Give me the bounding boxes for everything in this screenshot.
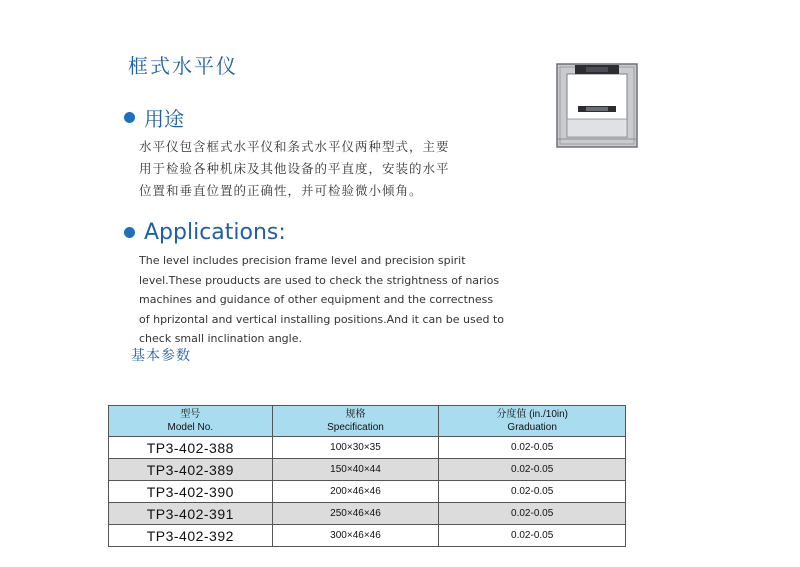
- usage-heading: [124, 103, 184, 132]
- params-heading: 基本参数: [131, 348, 191, 364]
- cell-model: TP3-402-391: [109, 503, 273, 525]
- page-title: 框式水平仪: [128, 54, 238, 78]
- cell-model: TP3-402-389: [109, 459, 273, 481]
- table-row: [109, 459, 626, 481]
- spec-table: [108, 405, 626, 547]
- table-row: [109, 525, 626, 547]
- cell-graduation: 0.02-0.05: [439, 525, 626, 547]
- cell-model: TP3-402-388: [109, 437, 273, 459]
- header-model-en: Model No.: [167, 422, 214, 433]
- applications-line: The level includes precision frame level and precision spirit: [139, 254, 466, 267]
- cell-spec: 150×40×44: [272, 459, 439, 481]
- cell-graduation: 0.02-0.05: [439, 459, 626, 481]
- header-graduation-cn: 分度值 (in./10in): [496, 409, 569, 420]
- header-spec-cn: 规格: [345, 409, 366, 420]
- table-header-row: [109, 406, 626, 437]
- applications-heading: [124, 220, 286, 245]
- cell-model: TP3-402-392: [109, 525, 273, 547]
- frame-level-image: [556, 63, 638, 148]
- usage-line: 用于检验各种机床及其他设备的平直度，安装的水平: [139, 161, 450, 176]
- bullet-dot-icon: [124, 112, 135, 123]
- table-row: [109, 437, 626, 459]
- applications-paragraph: [139, 251, 504, 349]
- applications-line: check small inclination angle.: [139, 332, 302, 345]
- usage-paragraph: [139, 136, 499, 202]
- cell-spec: 300×46×46: [272, 525, 439, 547]
- cell-graduation: 0.02-0.05: [439, 481, 626, 503]
- usage-line: 位置和垂直位置的正确性，并可检验微小倾角。: [139, 183, 423, 198]
- header-spec: [272, 406, 439, 437]
- header-graduation: [439, 406, 626, 437]
- cell-graduation: 0.02-0.05: [439, 503, 626, 525]
- table-row: [109, 503, 626, 525]
- cell-graduation: 0.02-0.05: [439, 437, 626, 459]
- applications-line: of hprizontal and vertical installing positions.And it can be used to: [139, 312, 504, 326]
- header-graduation-en: Graduation: [507, 422, 557, 433]
- table-row: [109, 481, 626, 503]
- applications-line: machines and guidance of other equipment and the correctness: [139, 293, 494, 306]
- cell-spec: 200×46×46: [272, 481, 439, 503]
- bullet-dot-icon: [124, 227, 135, 238]
- usage-heading-label: 用途: [144, 107, 184, 131]
- header-model: [109, 406, 273, 437]
- header-model-cn: 型号: [180, 409, 201, 420]
- cell-spec: 100×30×35: [272, 437, 439, 459]
- applications-heading-label: Applications:: [144, 220, 286, 245]
- header-spec-en: Specification: [327, 422, 384, 433]
- usage-line: 水平仪包含框式水平仪和条式水平仪两种型式，主要: [139, 139, 450, 154]
- applications-line: level.These prouducts are used to check the strightness of narios: [139, 273, 500, 287]
- cell-spec: 250×46×46: [272, 503, 439, 525]
- cell-model: TP3-402-390: [109, 481, 273, 503]
